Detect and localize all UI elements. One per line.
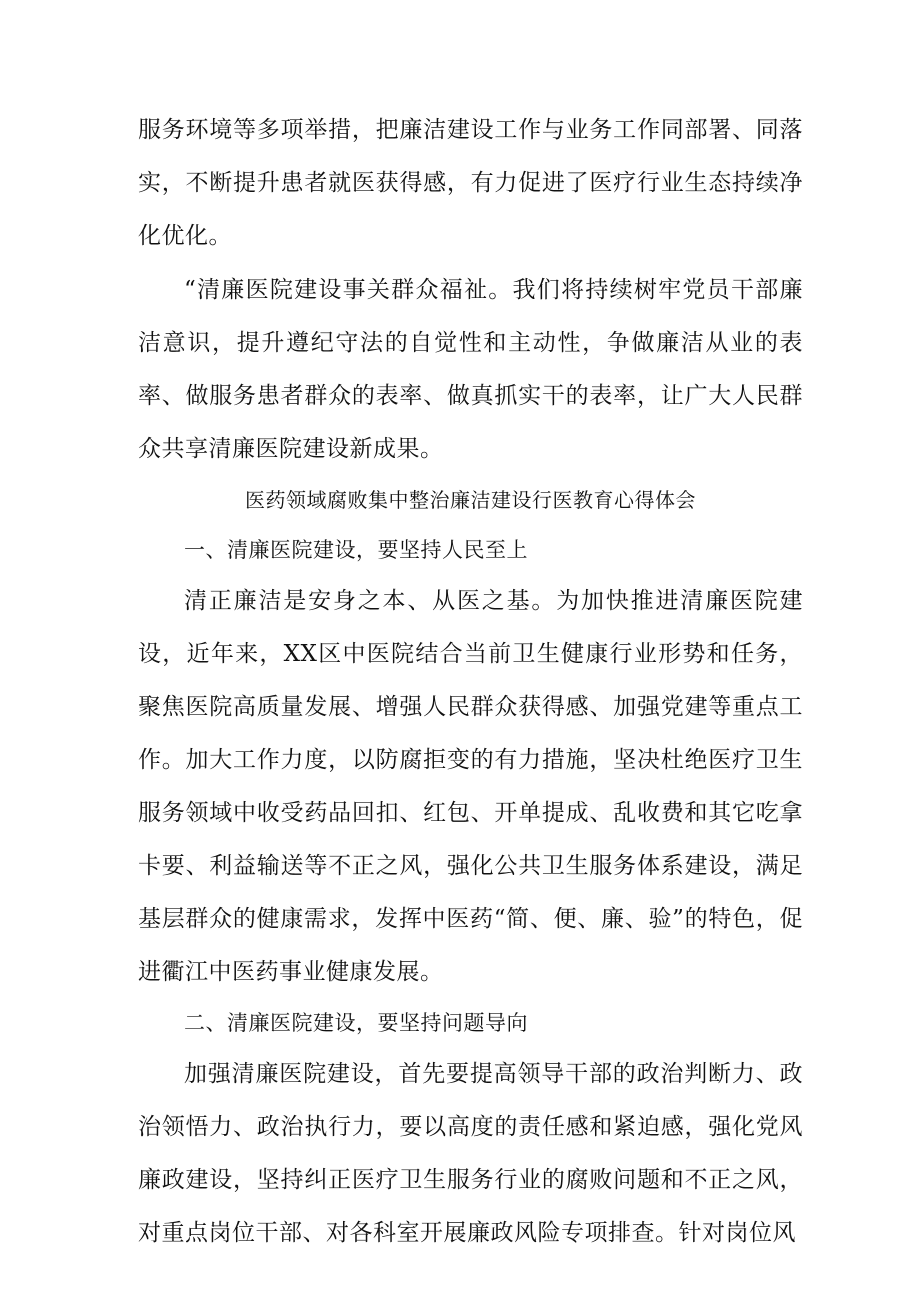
section-body-2: 加强清廉医院建设，首先要提高领导干部的政治判断力、政治领悟力、政治执行力，要以高度的责任感和紧迫感，强化党风廉政建设，坚持纠正医疗卫生服务行业的腐败问题和不正之风，对重点岗位干部、对各科室开展廉政风险专项排查。针对岗位风 <box>138 1061 803 1246</box>
document-body <box>138 104 803 1260</box>
section-heading-1: 一、清廉医院建设，要坚持人民至上 <box>184 538 528 562</box>
paragraph-quote: “清廉医院建设事关群众福祉。我们将持续树牢党员干部廉洁意识，提升遵纪守法的自觉性和主动性，争做廉洁从业的表率、做服务患者群众的表率、做真抓实干的表率，让广大人民群众共享清廉医院建设新成果。 <box>138 277 803 462</box>
section-heading-2: 二、清廉医院建设，要坚持问题导向 <box>184 1011 528 1035</box>
document-title: 医药领域腐败集中整治廉洁建设行医教育心得体会 <box>245 488 696 512</box>
section-body-1: 清正廉洁是安身之本、从医之基。为加快推进清廉医院建设，近年来，XX区中医院结合当前卫生健康行业形势和任务，聚焦医院高质量发展、增强人民群众获得感、加强党建等重点工作。加大工作力度，以防腐拒变的有力措施，坚决杜绝医疗卫生服务领域中收受药品回扣、红包、开单提成、乱收费和其它吃拿卡要、利益输送等不正之风，强化公共卫生服务体系建设，满足基层群众的健康需求，发挥中医药“简、便、廉、验”的特色，促进衢江中医药事业健康发展。 <box>138 588 803 985</box>
paragraph-continuation: 服务环境等多项举措，把廉洁建设工作与业务工作同部署、同落实，不断提升患者就医获得感，有力促进了医疗行业生态持续净化优化。 <box>138 117 803 249</box>
